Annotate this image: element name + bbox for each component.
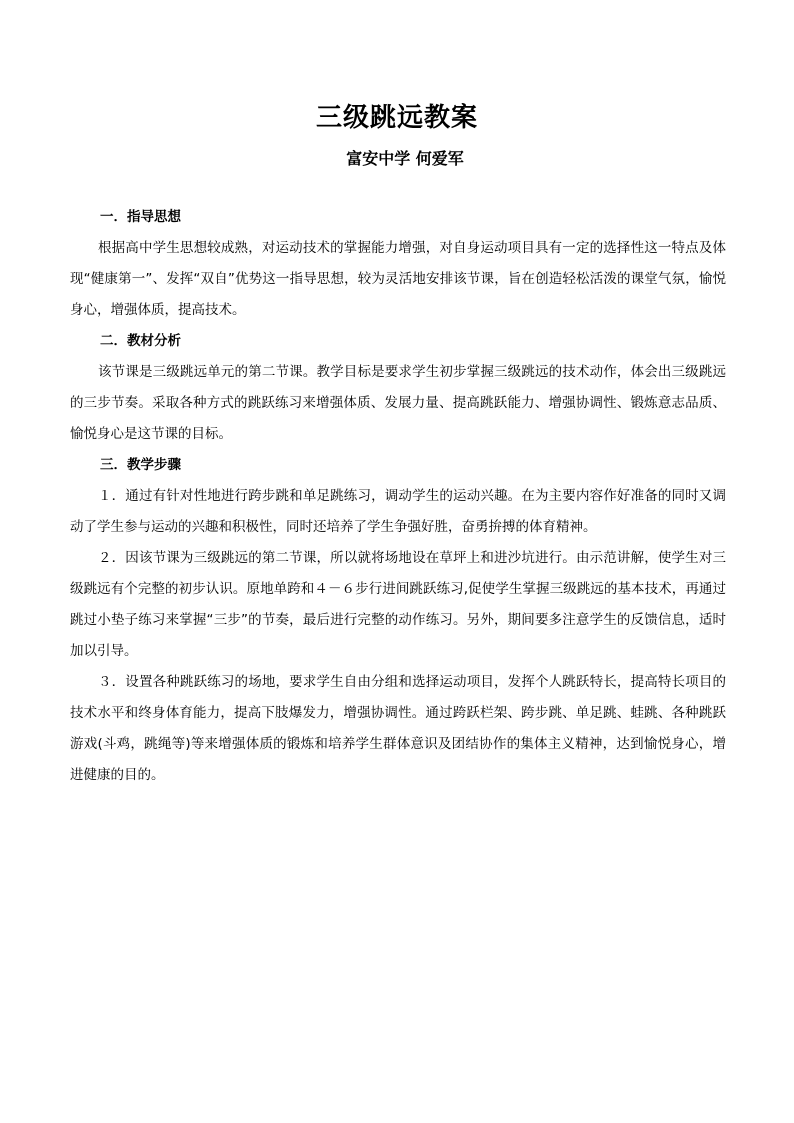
paragraph-teaching-step-2: ２．因该节课为三级跳远的第二节课，所以就将场地设在草坪上和进沙坑进行。由示范讲解，使学生对三级跳远有个完整的初步认识。原地单跨和４－６步行进间跳跃练习,促使学生掌握三级跳远的基本技术，再通过跳过小垫子练习来掌握“三步”的节奏，最后进行完整的动作练习。另外，期间要多注意学生的反馈信息，适时加以引导。 — [70, 550, 726, 659]
paragraph-teaching-step-3: ３．设置各种跳跃练习的场地，要求学生自由分组和选择运动项目，发挥个人跳跃特长，提高特长项目的技术水平和终身体育能力，提高下肢爆发力，增强协调性。通过跨跃栏架、跨步跳、单足跳、蛙跳、各种跳跃游戏(斗鸡，跳绳等)等来增强体质的锻炼和培养学生群体意识及团结协作的集体主义精神，达到愉悦身心，增进健康的目的。 — [70, 674, 726, 783]
paragraph-teaching-step-1: １．通过有针对性地进行跨步跳和单足跳练习，调动学生的运动兴趣。在为主要内容作好准备的同时又调动了学生参与运动的兴趣和积极性，同时还培养了学生争强好胜，奋勇拚搏的体育精神。 — [70, 488, 726, 535]
paragraph-guiding-idea: 根据高中学生思想较成熟，对运动技术的掌握能力增强，对自身运动项目具有一定的选择性这一特点及体现“健康第一”、发挥“双自”优势这一指导思想，较为灵活地安排该节课，旨在创造轻松活泼的课堂气氛，愉悦身心，增强体质，提高技术。 — [70, 240, 726, 318]
section-heading-guiding-idea: 一．指导思想 — [100, 209, 181, 225]
document-author: 富安中学 何爱军 — [346, 149, 464, 168]
paragraph-material-analysis: 该节课是三级跳远单元的第二节课。教学目标是要求学生初步掌握三级跳远的技术动作，体会出三级跳远的三步节奏。采取各种方式的跳跃练习来增强体质、发展力量、提高跳跃能力、增强协调性、锻炼意志品质、愉悦身心是这节课的目标。 — [70, 364, 726, 442]
section-heading-material-analysis: 二．教材分析 — [100, 333, 181, 349]
document-title: 三级跳远教案 — [315, 103, 478, 133]
document-body — [70, 202, 726, 791]
section-heading-teaching-steps: 三．教学步骤 — [100, 457, 181, 473]
